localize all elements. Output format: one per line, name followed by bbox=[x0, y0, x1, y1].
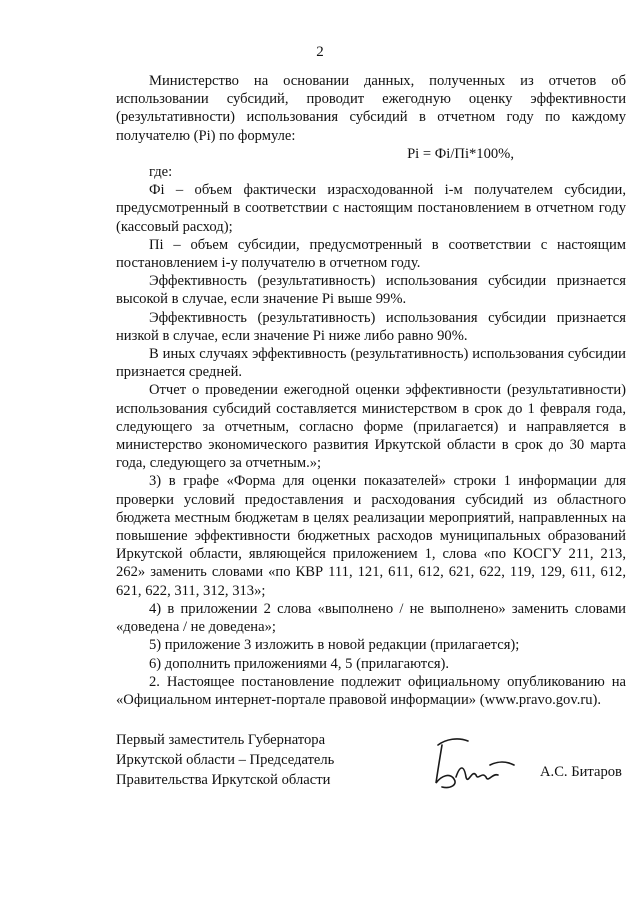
paragraph: Эффективность (результативность) использования субсидии признается низкой в случае, если значение Рi ниже либо равно 90%. bbox=[116, 309, 626, 344]
paragraph: 4) в приложении 2 слова «выполнено / не выполнено» заменить словами «доведена / не доведена»; bbox=[116, 600, 626, 636]
page-number: 2 bbox=[316, 44, 324, 60]
paragraph: Эффективность (результативность) использования субсидии признается высокой в случае, если значение Рi выше 99%. bbox=[116, 273, 626, 308]
signer-title-line: Правительства Иркутской области bbox=[116, 772, 331, 788]
paragraph: Министерство на основании данных, полученных из отчетов об использовании субсидий, проводит ежегодную оценку эффективности (результативности) использования субсидий в отчетном году по каждому получателю (Рi) по формуле: bbox=[116, 73, 626, 144]
paragraph: 6) дополнить приложениями 4, 5 (прилагаются). bbox=[149, 655, 450, 672]
paragraph: Отчет о проведении ежегодной оценки эффективности (результативности) использования субсидий составляется министерством в срок до 1 февраля года, следующего за отчетным, согласно форме (прилагается) и направляется в министерство экономического развития Иркутской области в срок до 30 марта года, следующего за отчетным.»; bbox=[116, 382, 626, 472]
signature-title-block bbox=[116, 730, 334, 790]
formula: Рi = Фi/Пi*100%, bbox=[407, 145, 514, 162]
signer-title-line: Иркутской области – Председатель bbox=[116, 752, 335, 768]
paragraph: 2. Настоящее постановление подлежит официальному опубликованию на «Официальном интернет-портале правовой информации» (www.pravo.gov.ru). bbox=[116, 673, 626, 708]
paragraph: Пi – объем субсидии, предусмотренный в соответствии с настоящим постановлением i-у получателю в отчетном году. bbox=[116, 236, 626, 272]
paragraph: В иных случаях эффективность (результативность) использования субсидии признается средней. bbox=[116, 346, 626, 381]
document-body bbox=[116, 72, 626, 709]
paragraph: 3) в графе «Форма для оценки показателей» строки 1 информации для проверки условий предоставления и расходования субсидий из областного бюджета местным бюджетам в целях реализации мероприятий, направленных на повышение эффективности бюджетных расходов муниципальных образований Иркутской области, являющейся приложением 1, слова «по КОСГУ 211, 213, 262» заменить словами «по КВР 111, 121, 611, 612, 621, 622, 119, 129, 611, 612, 621, 622, 311, 312, 313»; bbox=[116, 473, 626, 599]
signer-title-line: Первый заместитель Губернатора bbox=[116, 732, 326, 748]
handwritten-signature bbox=[428, 735, 520, 795]
paragraph: где: bbox=[149, 164, 173, 181]
paragraph: Фi – объем фактически израсходованной i-м получателем субсидии, предусмотренный в соответствии с настоящим постановлением в отчетном году (кассовый расход); bbox=[116, 182, 626, 235]
paragraph: 5) приложение 3 изложить в новой редакции (прилагается); bbox=[149, 637, 520, 654]
signer-name: А.С. Битаров bbox=[540, 764, 622, 780]
